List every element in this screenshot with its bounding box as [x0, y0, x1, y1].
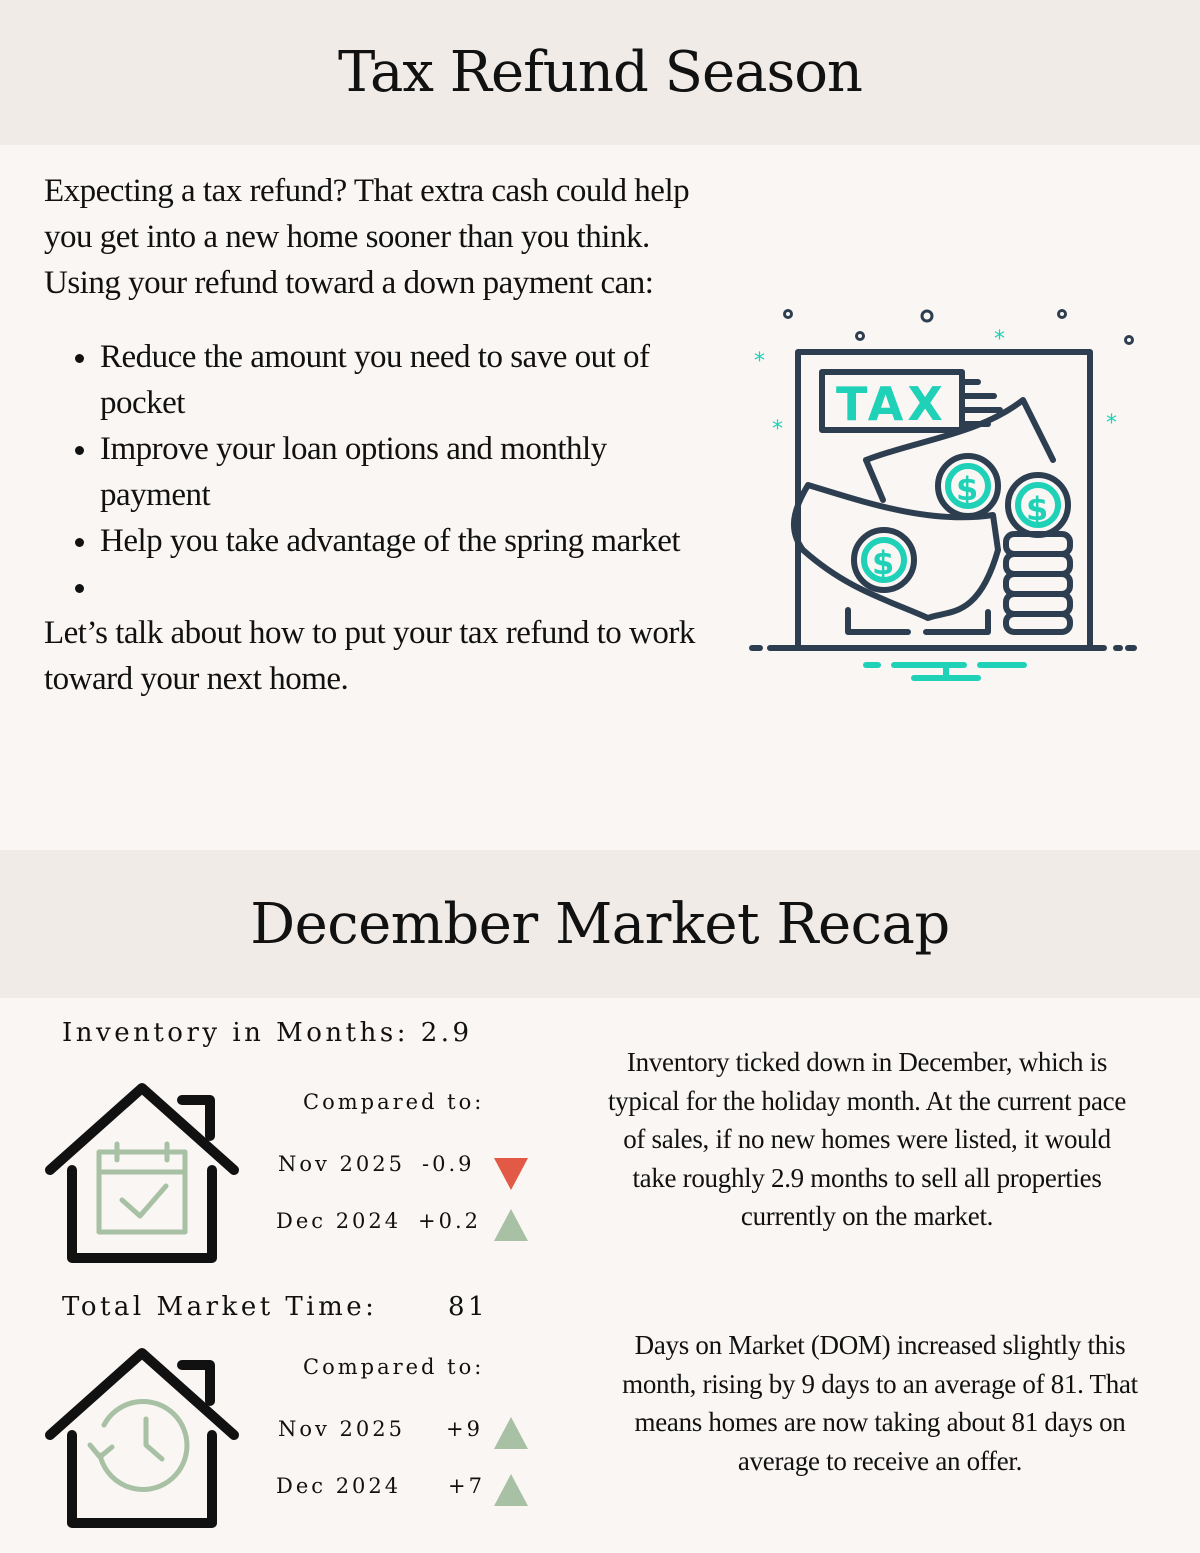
tax-label-text: TAX	[836, 377, 947, 431]
compare-period: Dec 2024	[276, 1474, 402, 1498]
list-item: • Improve your loan options and monthly payment	[100, 426, 724, 518]
svg-text:$: $	[872, 544, 895, 582]
tax-benefit-list	[100, 334, 724, 610]
svg-text:*: *	[754, 349, 765, 374]
tax-money-icon	[748, 300, 1148, 700]
inventory-compared-label: Compared to:	[303, 1090, 485, 1114]
list-item	[100, 564, 724, 610]
compare-period: Nov 2025	[278, 1417, 406, 1441]
compare-delta: +0.2	[418, 1209, 481, 1233]
recap-section-title: December Market Recap	[250, 891, 950, 957]
tax-closing: Let’s talk about how to put your tax refund to work toward your next home.	[44, 615, 695, 697]
up-arrow-icon	[494, 1417, 528, 1449]
market-time-compare-row-nov	[278, 1417, 538, 1457]
recap-section-header	[0, 850, 1200, 998]
list-item: • Reduce the amount you need to save out of pocket	[100, 334, 724, 426]
inventory-description: Inventory ticked down in December, which is typical for the holiday month. At the current pace of sales, if no new homes were listed, it would take roughly 2.9 months to sell all properties currently on the market.	[607, 1047, 1127, 1231]
svg-text:$: $	[1026, 490, 1049, 528]
inventory-label: Inventory in Months: 2.9	[62, 1018, 473, 1048]
tax-body	[44, 168, 724, 702]
compare-period: Dec 2024	[276, 1209, 402, 1233]
market-time-compared-label: Compared to:	[303, 1355, 485, 1379]
down-arrow-icon	[494, 1158, 528, 1190]
market-time-label: Total Market Time:	[62, 1292, 378, 1322]
svg-text:*: *	[1106, 411, 1117, 436]
market-time-description: Days on Market (DOM) increased slightly this month, rising by 9 days to an average of 81. That means homes are now taking about 81 days on average to receive an offer.	[622, 1330, 1138, 1476]
svg-text:*: *	[994, 327, 1005, 352]
tax-section-header	[0, 0, 1200, 145]
inventory-compare-row-nov	[278, 1152, 538, 1192]
list-item: • Help you take advantage of the spring market	[100, 518, 724, 564]
inventory-compare-row-dec	[276, 1209, 536, 1249]
tax-section-title: Tax Refund Season	[338, 40, 862, 105]
up-arrow-icon	[494, 1209, 528, 1241]
market-time-compare-row-dec	[276, 1474, 536, 1514]
compare-delta: -0.9	[422, 1152, 475, 1176]
market-time-value: 81	[448, 1292, 489, 1322]
up-arrow-icon	[494, 1474, 528, 1506]
svg-text:$: $	[956, 470, 979, 508]
tax-intro: Expecting a tax refund? That extra cash could help you get into a new home sooner than you think. Using your refund toward a down payment can:	[44, 173, 690, 301]
house-calendar-icon	[42, 1080, 242, 1266]
compare-delta: +7	[448, 1474, 485, 1498]
house-clock-icon	[42, 1345, 242, 1531]
svg-text:*: *	[772, 417, 783, 442]
compare-period: Nov 2025	[278, 1152, 406, 1176]
compare-delta: +9	[446, 1417, 483, 1441]
